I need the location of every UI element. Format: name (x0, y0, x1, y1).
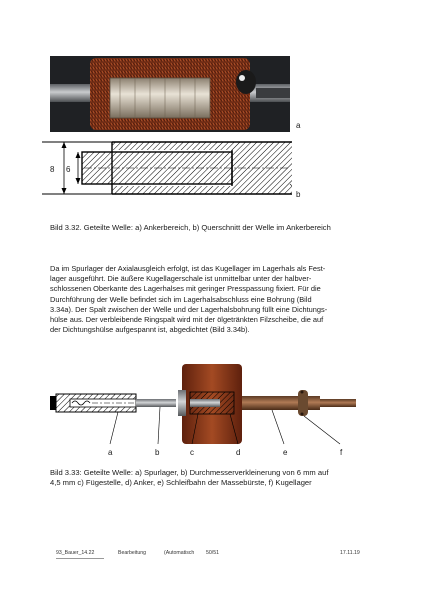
figure2-label-f: f (340, 448, 343, 457)
paragraph-line: schlossenen Oberkante des Lagerhalses mit geringer Presspassung fixiert. Für die (50, 284, 321, 294)
shaft-cross-section (42, 136, 292, 200)
armature-photo (50, 56, 290, 132)
figure2-label-e: e (283, 448, 288, 457)
paragraph-line: hülse aus. Der verbleibende Ringspalt wird mit der ölgetränkten Filzscheibe, die auf (50, 315, 324, 325)
figure2-label-a: a (108, 448, 113, 457)
figure2-caption-line: Bild 3.33: Geteilte Welle: a) Spurlager, b) Durchmesserverkleinerung von 6 mm auf (50, 468, 329, 477)
figure2-label-b: b (155, 448, 160, 457)
figure1-label-b: b (296, 190, 301, 199)
figure1-label-a: a (296, 121, 301, 130)
figure2-label-c: c (190, 448, 194, 457)
footer-auto: (Automatisch (164, 550, 195, 556)
paragraph-line: lager ausgeführt. Die äußere Kugellagerschale ist unmittelbar unter der halbver- (50, 274, 312, 284)
body-paragraph (50, 264, 380, 335)
paragraph-line: Durchführung der Welle befindet sich im Lagerhalsabschluss eine Bohrung (Bild (50, 294, 312, 304)
figure2-caption-line: 4,5 mm c) Fügestelle, d) Anker, e) Schleifbahn der Massebürste, f) Kugellager (50, 478, 312, 487)
paragraph-line: der Dichtungshülse aufgespannt ist, abgedichtet (Bild 3.34b). (50, 325, 250, 335)
footer-underline (56, 558, 104, 559)
figure2-label-d: d (236, 448, 241, 457)
paragraph-line: 3.34a). Der Spalt zwischen der Welle und der Lagerhalsbohrung füllt eine Dichtungs- (50, 304, 328, 314)
paragraph-line: Da im Spurlager der Axialausgleich erfolgt, ist das Kugellager im Lagerhals als Fest- (50, 264, 326, 273)
footer-page: 50/51 (206, 550, 219, 556)
figure2-caption (50, 468, 390, 488)
dimension-outer: 8 (50, 165, 55, 174)
dimension-inner: 6 (66, 165, 71, 174)
footer-date: 17.11.19 (340, 550, 360, 556)
split-shaft-figure (40, 356, 360, 452)
footer-mode: Bearbeitung (118, 550, 146, 556)
footer-filename: 93_Bauer_14.22 (56, 550, 95, 556)
figure1-caption: Bild 3.32. Geteilte Welle: a) Ankerbereich, b) Querschnitt der Welle im Ankerbereich (50, 223, 331, 232)
